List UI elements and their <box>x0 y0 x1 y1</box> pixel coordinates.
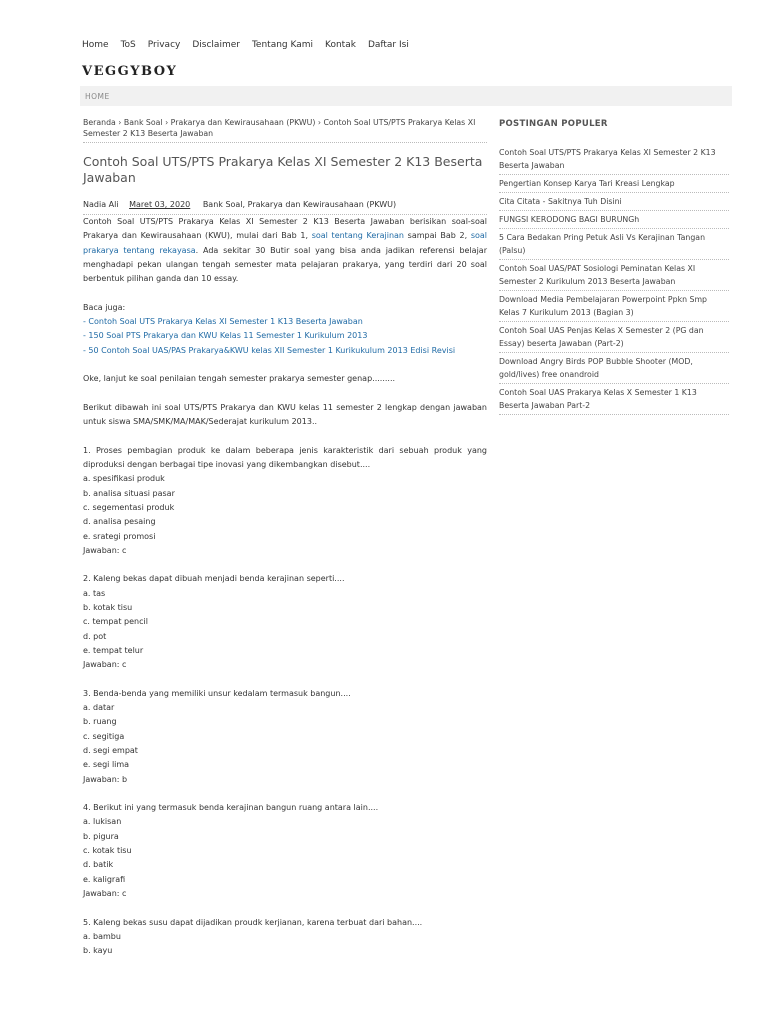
answer-option: b. kotak tisu <box>83 603 133 613</box>
link-soal-rekayasa[interactable]: soal prakarya tentang rekayasa <box>83 231 488 255</box>
answer-option: b. kayu <box>83 946 113 956</box>
popular-post-item[interactable]: Contoh Soal UTS/PTS Prakarya Kelas XI Semester 2 K13 Beserta Jawaban <box>499 144 729 175</box>
question-text: 2. Kaleng bekas dapat dibuah menjadi benda kerajinan seperti.... <box>83 574 345 584</box>
answer-key: Jawaban: c <box>83 545 127 555</box>
answer-option: a. tas <box>83 588 106 598</box>
popular-post-item[interactable]: Pengertian Konsep Karya Tari Kreasi Lengkap <box>499 175 729 193</box>
related-link[interactable]: - 150 Soal PTS Prakarya dan KWU Kelas 11 Semester 1 Kurikulum 2013 <box>83 331 368 341</box>
question-block <box>83 801 487 901</box>
nav-daftar-isi[interactable]: Daftar Isi <box>367 40 409 50</box>
answer-option: d. batik <box>83 860 114 870</box>
question-text: 3. Benda-benda yang memiliki unsur kedalam termasuk bangun.... <box>83 688 351 698</box>
answer-key: Jawaban: c <box>83 888 127 898</box>
answer-option: b. pigura <box>83 831 119 841</box>
answer-option: c. kotak tisu <box>83 846 132 856</box>
question-text: 1. Proses pembagian produk ke dalam beberapa jenis karakteristik dari sebuah produk yang diproduksi dengan berbagai tipe inovasi yang dikembangkan disebut.... <box>83 445 487 470</box>
nav-home[interactable]: Home <box>82 40 109 50</box>
post-author[interactable]: Nadia Ali <box>83 200 119 209</box>
answer-option: e. segi lima <box>83 760 130 770</box>
answer-key: Jawaban: b <box>83 774 128 784</box>
question-text: 5. Kaleng bekas susu dapat dijadikan proudk kerjianan, karena terbuat dari bahan.... <box>83 917 423 927</box>
nav-tentang-kami[interactable]: Tentang Kami <box>251 40 314 50</box>
home-link[interactable]: HOME <box>85 92 110 101</box>
question-text: 4. Berikut ini yang termasuk benda kerajinan bangun ruang antara lain.... <box>83 803 379 813</box>
question-block <box>83 687 487 787</box>
answer-option: c. segementasi produk <box>83 502 175 512</box>
popular-post-item[interactable]: Download Media Pembelajaran Powerpoint Ppkn Smp Kelas 7 Kurikulum 2013 (Bagian 3) <box>499 291 729 322</box>
post-title: Contoh Soal UTS/PTS Prakarya Kelas XI Semester 2 K13 Beserta Jawaban <box>83 154 483 185</box>
answer-option: e. srategi promosi <box>83 531 156 541</box>
answer-option: a. datar <box>83 703 115 713</box>
question-block <box>83 572 487 672</box>
divider <box>83 142 487 143</box>
question-block <box>83 444 487 558</box>
popular-post-item[interactable]: Cita Citata - Sakitnya Tuh Disini <box>499 193 729 211</box>
popular-post-item[interactable]: FUNGSI KERODONG BAGI BURUNGh <box>499 211 729 229</box>
sidebar-title: POSTINGAN POPULER <box>499 119 608 129</box>
nav-disclaimer[interactable]: Disclaimer <box>192 40 240 50</box>
popular-post-item[interactable]: Contoh Soal UAS Penjas Kelas X Semester 2 (PG dan Essay) beserta Jawaban (Part-2) <box>499 322 729 353</box>
intro-text: Contoh Soal UTS/PTS Prakarya Kelas XI Semester 2 K13 Beserta Jawaban berisikan soal-soal Prakarya dan Kewirausahaan (KWU), mulai dari Bab 1, <box>83 217 487 241</box>
answer-option: a. lukisan <box>83 817 122 827</box>
nav-tos[interactable]: ToS <box>120 40 136 50</box>
link-soal-kerajinan[interactable]: soal tentang Kerajinan <box>311 231 404 241</box>
question-block <box>83 916 487 959</box>
popular-post-item[interactable]: Contoh Soal UAS/PAT Sosiologi Peminatan Kelas XI Semester 2 Kurikulum 2013 Beserta Jawaban <box>499 260 729 291</box>
intro-text: sampai Bab 2, <box>404 231 471 241</box>
popular-post-item[interactable]: Download Angry Birds POP Bubble Shooter (MOD, gold/lives) free onandroid <box>499 353 729 384</box>
popular-post-item[interactable]: 5 Cara Bedakan Pring Petuk Asli Vs Kerajinan Tangan (Palsu) <box>499 229 729 260</box>
berikut-text: Berikut dibawah ini soal UTS/PTS Prakarya dan KWU kelas 11 semester 2 lengkap dengan jawaban untuk siswa SMA/SMK/MA/MAK/Sederajat kurikulum 2013.. <box>83 402 487 427</box>
answer-option: b. analisa situasi pasar <box>83 488 175 498</box>
site-brand[interactable]: VEGGYBOY <box>82 64 178 79</box>
answer-option: d. segi empat <box>83 745 138 755</box>
answer-option: e. kaligrafi <box>83 874 126 884</box>
post-content <box>83 118 487 958</box>
answer-option: c. segitiga <box>83 731 125 741</box>
top-nav <box>82 40 421 50</box>
home-bar <box>80 86 732 106</box>
related-link[interactable]: - Contoh Soal UTS Prakarya Kelas XI Semester 1 K13 Beserta Jawaban <box>83 317 363 327</box>
answer-option: d. pot <box>83 631 107 641</box>
post-meta <box>83 200 487 215</box>
sidebar <box>499 118 729 415</box>
answer-option: a. spesifikasi produk <box>83 474 165 484</box>
answer-option: c. tempat pencil <box>83 617 148 627</box>
post-labels[interactable]: Bank Soal, Prakarya dan Kewirausahaan (PKWU) <box>202 200 397 209</box>
nav-kontak[interactable]: Kontak <box>325 40 356 50</box>
answer-option: d. analisa pesaing <box>83 517 156 527</box>
lanjut-text: Oke, lanjut ke soal penilaian tengah semester prakarya semester genap......... <box>83 374 396 384</box>
popular-posts-list <box>499 144 729 415</box>
answer-key: Jawaban: c <box>83 660 127 670</box>
intro-paragraph <box>83 215 487 286</box>
answer-option: a. bambu <box>83 931 121 941</box>
popular-post-item[interactable]: Contoh Soal UAS Prakarya Kelas X Semester 1 K13 Beserta Jawaban Part-2 <box>499 384 729 415</box>
intro-text: . Ada sekitar 30 Butir soal yang bisa anda jadikan referensi belajar menghadapi pekan ulangan tengah semester mata pelajaran prakarya, yang terdiri dari 20 soal berbentuk pilihan ganda dan 10 essay. <box>83 245 487 284</box>
baca-juga-label: Baca juga: <box>83 302 126 312</box>
answer-option: e. tempat telur <box>83 645 144 655</box>
nav-privacy[interactable]: Privacy <box>147 40 181 50</box>
answer-option: b. ruang <box>83 717 117 727</box>
breadcrumb: Beranda › Bank Soal › Prakarya dan Kewirausahaan (PKWU) › Contoh Soal UTS/PTS Prakarya Kelas XI Semester 2 K13 Beserta Jawaban <box>83 118 476 138</box>
related-link[interactable]: - 50 Contoh Soal UAS/PAS Prakarya&KWU kelas XII Semester 1 Kurikukulum 2013 Edisi Revisi <box>83 345 456 355</box>
post-date[interactable]: Maret 03, 2020 <box>129 200 191 209</box>
